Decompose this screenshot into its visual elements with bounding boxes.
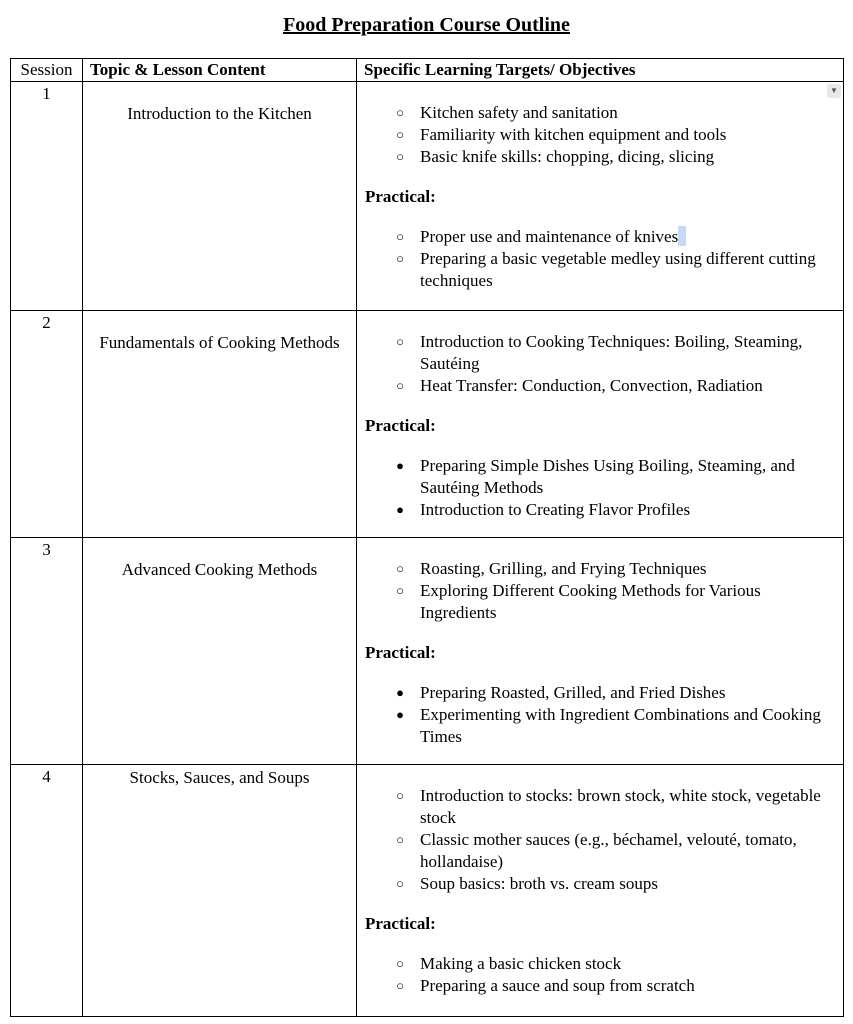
practical-label: Practical: [365, 187, 436, 206]
solid-bullet-icon: ● [396, 502, 404, 517]
list-item: ● Experimenting with Ingredient Combinations and Cooking Times [420, 704, 833, 748]
table-row [11, 311, 844, 538]
hollow-bullet-icon: ○ [396, 127, 404, 142]
hollow-bullet-icon: ○ [396, 876, 404, 891]
session-objectives[interactable] [357, 311, 844, 538]
header-topic: Topic & Lesson Content [83, 59, 357, 82]
list-item: ○ Introduction to stocks: brown stock, white stock, vegetable stock [420, 785, 833, 829]
list-item: ○ Exploring Different Cooking Methods for Various Ingredients [420, 580, 833, 624]
document-title: Food Preparation Course Outline [283, 14, 570, 36]
hollow-bullet-icon: ○ [396, 832, 404, 847]
practical-label: Practical: [365, 643, 436, 662]
session-number: 2 [11, 311, 83, 538]
practical-list [365, 682, 833, 748]
session-objectives[interactable] [357, 82, 844, 311]
practical-label: Practical: [365, 416, 436, 435]
hollow-bullet-icon: ○ [396, 788, 404, 803]
hollow-bullet-icon: ○ [396, 149, 404, 164]
practical-list [365, 226, 833, 292]
header-session: Session [11, 59, 83, 82]
list-item: ○ Classic mother sauces (e.g., béchamel, velouté, tomato, hollandaise) [420, 829, 833, 873]
hollow-bullet-icon: ○ [396, 251, 404, 266]
text-cursor-highlight [678, 226, 686, 246]
objectives-list [365, 102, 833, 168]
list-item: ○ Heat Transfer: Conduction, Convection, Radiation [420, 375, 833, 397]
session-topic: Stocks, Sauces, and Soups [83, 765, 357, 1017]
practical-list [365, 953, 833, 997]
list-item: ● Preparing Simple Dishes Using Boiling, Steaming, and Sautéing Methods [420, 455, 833, 499]
list-item: ○ Introduction to Cooking Techniques: Boiling, Steaming, Sautéing [420, 331, 833, 375]
session-number: 1 [11, 82, 83, 311]
hollow-bullet-icon: ○ [396, 561, 404, 576]
session-topic: Introduction to the Kitchen [83, 82, 357, 311]
list-item: ○ Preparing a basic vegetable medley using different cutting techniques [420, 248, 833, 292]
session-objectives[interactable] [357, 538, 844, 765]
list-item: ○ Kitchen safety and sanitation [420, 102, 833, 124]
list-item: ● Introduction to Creating Flavor Profiles [420, 499, 833, 521]
list-item: ○ Making a basic chicken stock [420, 953, 833, 975]
objectives-list [365, 331, 833, 397]
course-outline-table [10, 58, 844, 1017]
hollow-bullet-icon: ○ [396, 229, 404, 244]
hollow-bullet-icon: ○ [396, 378, 404, 393]
list-item: ○ Preparing a sauce and soup from scratch [420, 975, 833, 997]
table-row [11, 765, 844, 1017]
list-item: ○ Roasting, Grilling, and Frying Techniques [420, 558, 833, 580]
hollow-bullet-icon: ○ [396, 978, 404, 993]
solid-bullet-icon: ● [396, 685, 404, 700]
list-item: ○ Proper use and maintenance of knives [420, 226, 833, 248]
objectives-list [365, 785, 833, 895]
session-number: 3 [11, 538, 83, 765]
list-item: ○ Soup basics: broth vs. cream soups [420, 873, 833, 895]
solid-bullet-icon: ● [396, 707, 404, 722]
practical-label: Practical: [365, 914, 436, 933]
hollow-bullet-icon: ○ [396, 105, 404, 120]
list-item: ● Preparing Roasted, Grilled, and Fried Dishes [420, 682, 833, 704]
hollow-bullet-icon: ○ [396, 956, 404, 971]
table-header-row [11, 59, 844, 82]
hollow-bullet-icon: ○ [396, 583, 404, 598]
list-item: ○ Basic knife skills: chopping, dicing, slicing [420, 146, 833, 168]
session-number: 4 [11, 765, 83, 1017]
header-objectives: Specific Learning Targets/ Objectives [357, 59, 844, 82]
session-topic: Fundamentals of Cooking Methods [83, 311, 357, 538]
list-item: ○ Familiarity with kitchen equipment and tools [420, 124, 833, 146]
table-row [11, 82, 844, 311]
hollow-bullet-icon: ○ [396, 334, 404, 349]
practical-list [365, 455, 833, 521]
dropdown-arrow-icon[interactable]: ▼ [827, 84, 841, 98]
session-objectives[interactable] [357, 765, 844, 1017]
solid-bullet-icon: ● [396, 458, 404, 473]
session-topic: Advanced Cooking Methods [83, 538, 357, 765]
table-row [11, 538, 844, 765]
objectives-list [365, 558, 833, 624]
